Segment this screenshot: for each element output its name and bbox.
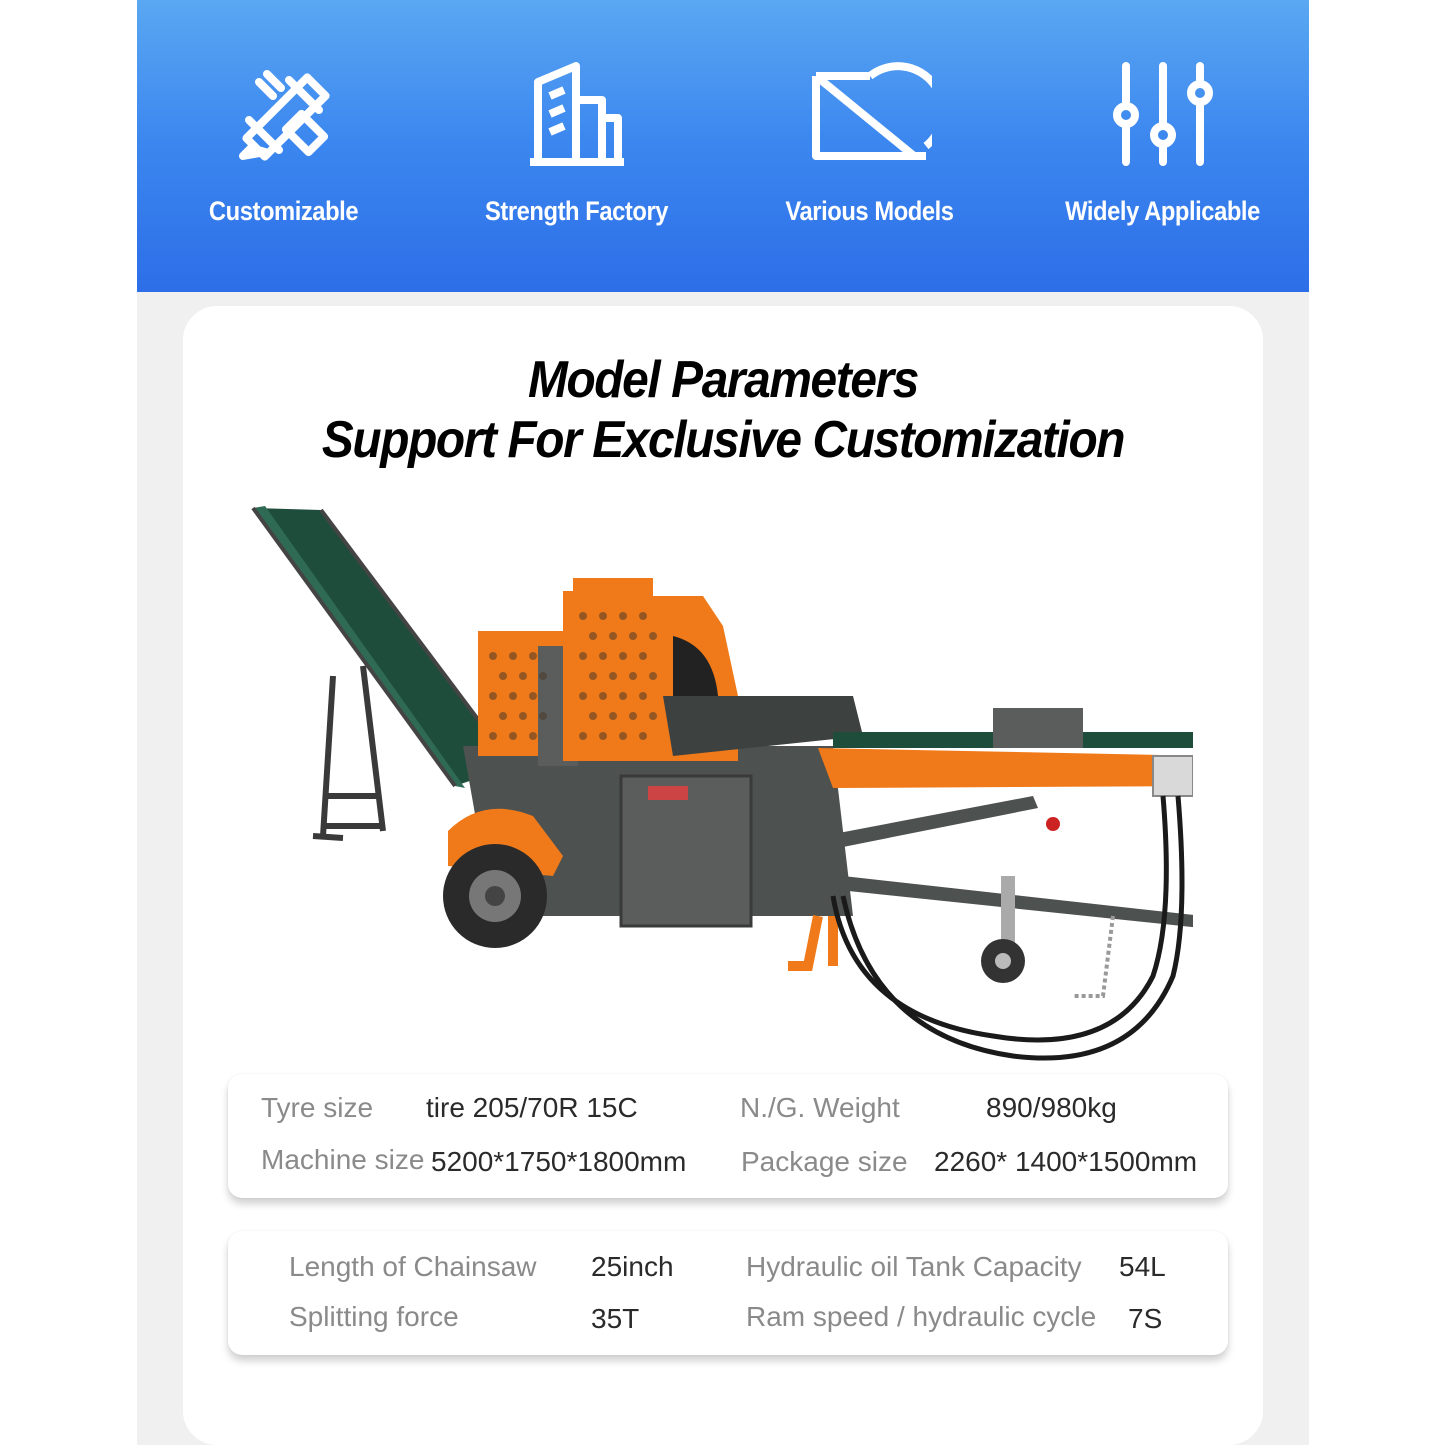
ram-speed-value: 7S [1128, 1303, 1163, 1334]
splitting-force-label: Splitting force [289, 1301, 459, 1332]
feature-label: Strength Factory [484, 196, 669, 226]
tank-capacity-label: Hydraulic oil Tank Capacity [746, 1251, 1082, 1282]
chainsaw-length-value: 25inch [591, 1251, 674, 1282]
feature-customizable [137, 0, 430, 292]
feature-label: Customizable [208, 196, 359, 226]
factory-building-icon [522, 60, 632, 170]
shapes-icon [808, 60, 932, 170]
firewood-processor-image [233, 496, 1193, 1066]
machine-size-value: 5200*1750*1800mm [431, 1146, 687, 1177]
ram-speed-label: Ram speed / hydraulic cycle [746, 1301, 1097, 1332]
splitting-force-value: 35T [591, 1303, 640, 1334]
tyre-size-value: tire 205/70R 15C [426, 1092, 638, 1123]
heading-line2: Support For Exclusive Customization [321, 411, 1125, 469]
heading-line1: Model Parameters [527, 351, 919, 409]
machine-size-label: Machine size [261, 1144, 425, 1175]
spec-table-dimensions [228, 1074, 1228, 1198]
page [137, 0, 1309, 1445]
tyre-size-label: Tyre size [261, 1092, 374, 1123]
tank-capacity-value: 54L [1119, 1251, 1166, 1282]
sliders-icon [1108, 60, 1218, 170]
feature-various-models [723, 0, 1016, 292]
features-banner [137, 0, 1309, 292]
package-size-label: Package size [741, 1146, 908, 1177]
parameters-card [183, 306, 1263, 1445]
pencil-ruler-icon [229, 60, 339, 170]
package-size-value: 2260* 1400*1500mm [934, 1146, 1198, 1177]
feature-widely-applicable [1016, 0, 1309, 292]
feature-label: Widely Applicable [1065, 196, 1260, 226]
feature-label: Various Models [785, 196, 954, 226]
weight-label: N./G. Weight [740, 1092, 900, 1123]
spec-table-performance [228, 1231, 1228, 1355]
weight-value: 890/980kg [986, 1092, 1117, 1123]
chainsaw-length-label: Length of Chainsaw [289, 1251, 537, 1282]
feature-strength-factory [430, 0, 723, 292]
